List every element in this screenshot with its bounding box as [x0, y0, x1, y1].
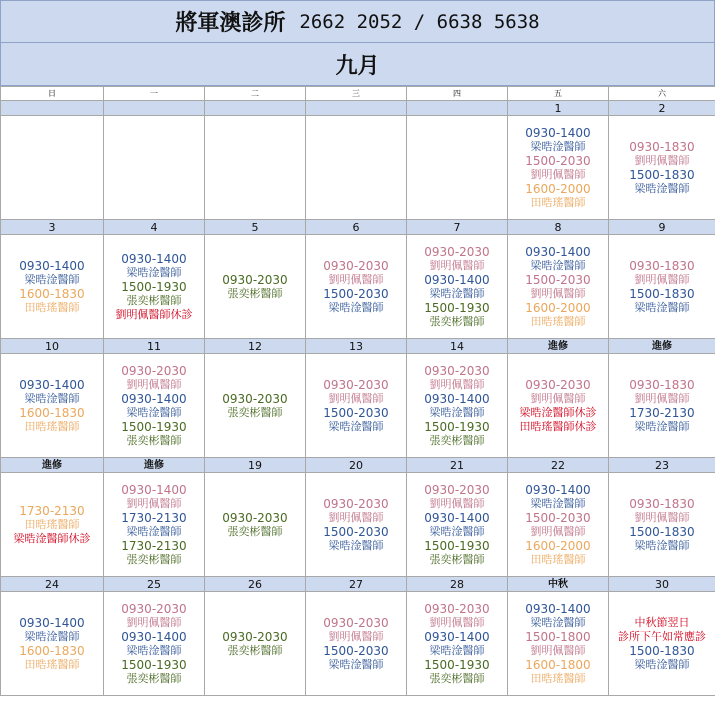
day-cell: [407, 592, 508, 696]
day-cell: [104, 354, 205, 458]
doctor-name: 張奕彬醫師: [429, 314, 485, 328]
shift-time: 1500-1830: [629, 643, 695, 658]
day-cell: [205, 473, 306, 577]
shift-time: 1500-1930: [121, 419, 187, 434]
day-label: 7: [407, 220, 508, 235]
day-cell: [609, 354, 715, 458]
doctor-name: 張奕彬醫師: [126, 433, 182, 447]
doctor-name: 田晧瑤醫師: [530, 314, 586, 328]
shift-time: 1500-1930: [424, 300, 490, 315]
doctor-name: 田晧瑤醫師: [530, 552, 586, 566]
doctor-name: 梁晧淦醫師: [126, 405, 182, 419]
doctor-name: 張奕彬醫師: [429, 671, 485, 685]
shift-time: 0930-1830: [629, 258, 695, 273]
day-label: 14: [407, 339, 508, 354]
doctor-name: 梁晧淦醫師: [429, 286, 485, 300]
shift-time: 1500-2030: [525, 510, 591, 525]
clinic-title-bar: [0, 0, 715, 43]
shift-time: 1600-1830: [19, 405, 85, 420]
day-label: 2: [609, 101, 715, 116]
month-title: 九月: [0, 43, 715, 86]
day-label: [306, 101, 407, 116]
shift-time: 0930-2030: [121, 363, 187, 378]
doctor-name: 田晧瑤醫師: [24, 517, 80, 531]
shift-time: 0930-1400: [424, 510, 490, 525]
day-label: 1: [508, 101, 609, 116]
day-label: [407, 101, 508, 116]
day-label: 中秋: [508, 577, 609, 592]
day-label: 進修: [104, 458, 205, 473]
doctor-name: 劉明佩醫師: [126, 496, 182, 510]
closure-note: 診所下午如常應診: [618, 629, 706, 643]
weekday-fri: 五: [508, 87, 609, 101]
closure-note: 梁晧淦醫師休診: [519, 405, 597, 419]
day-cell: [205, 592, 306, 696]
shift-time: 0930-2030: [222, 629, 288, 644]
day-label: 5: [205, 220, 306, 235]
doctor-name: 劉明佩醫師: [530, 524, 586, 538]
day-cell: [609, 592, 715, 696]
shift-time: 1600-1830: [19, 643, 85, 658]
day-label: 13: [306, 339, 407, 354]
doctor-name: 張奕彬醫師: [429, 552, 485, 566]
day-cell: [1, 473, 104, 577]
day-label: 28: [407, 577, 508, 592]
shift-time: 0930-2030: [424, 363, 490, 378]
shift-time: 1500-1930: [121, 279, 187, 294]
week-header-row: [1, 101, 715, 116]
day-cell: [1, 116, 104, 220]
day-label: 進修: [1, 458, 104, 473]
day-label: 27: [306, 577, 407, 592]
shift-time: 0930-2030: [424, 482, 490, 497]
doctor-name: 劉明佩醫師: [634, 510, 690, 524]
doctor-name: 劉明佩醫師: [126, 615, 182, 629]
weekday-sun: 日: [1, 87, 104, 101]
shift-time: 1600-2000: [525, 181, 591, 196]
day-cell: [407, 116, 508, 220]
day-label: 21: [407, 458, 508, 473]
doctor-name: 梁晧淦醫師: [634, 181, 690, 195]
shift-time: 0930-1400: [525, 601, 591, 616]
week-body-row: [1, 235, 715, 339]
weekday-tue: 二: [205, 87, 306, 101]
shift-time: 1500-1930: [424, 657, 490, 672]
doctor-name: 劉明佩醫師: [328, 272, 384, 286]
shift-time: 0930-2030: [424, 244, 490, 259]
day-cell: [104, 592, 205, 696]
doctor-name: 田晧瑤醫師: [24, 657, 80, 671]
doctor-name: 張奕彬醫師: [227, 643, 283, 657]
doctor-name: 梁晧淦醫師: [328, 300, 384, 314]
shift-time: 0930-2030: [323, 258, 389, 273]
doctor-name: 劉明佩醫師: [634, 272, 690, 286]
shift-time: 1500-1930: [424, 419, 490, 434]
doctor-name: 梁晧淦醫師: [126, 265, 182, 279]
day-cell: [407, 473, 508, 577]
closure-note: 田晧瑤醫師休診: [519, 419, 597, 433]
clinic-phones: 2662 2052 / 6638 5638: [299, 10, 540, 33]
day-cell: [104, 116, 205, 220]
day-label: 9: [609, 220, 715, 235]
doctor-name: 劉明佩醫師: [328, 391, 384, 405]
doctor-name: 劉明佩醫師: [530, 643, 586, 657]
doctor-name: 劉明佩醫師: [328, 629, 384, 643]
shift-time: 0930-2030: [323, 615, 389, 630]
doctor-name: 劉明佩醫師: [429, 377, 485, 391]
day-label: 25: [104, 577, 205, 592]
doctor-name: 張奕彬醫師: [126, 293, 182, 307]
day-label: 12: [205, 339, 306, 354]
shift-time: 1500-1830: [629, 286, 695, 301]
doctor-name: 張奕彬醫師: [227, 524, 283, 538]
shift-time: 1500-2030: [525, 153, 591, 168]
day-cell: [205, 354, 306, 458]
doctor-name: 劉明佩醫師: [429, 258, 485, 272]
week-header-row: [1, 577, 715, 592]
doctor-name: 劉明佩醫師: [429, 615, 485, 629]
doctor-name: 梁晧淦醫師: [126, 643, 182, 657]
day-cell: [508, 116, 609, 220]
day-cell: [508, 354, 609, 458]
day-label: 6: [306, 220, 407, 235]
doctor-name: 梁晧淦醫師: [24, 272, 80, 286]
shift-time: 0930-1400: [525, 125, 591, 140]
doctor-name: 梁晧淦醫師: [24, 391, 80, 405]
day-cell: [306, 235, 407, 339]
week-body-row: [1, 116, 715, 220]
day-cell: [508, 235, 609, 339]
doctor-name: 張奕彬醫師: [126, 552, 182, 566]
day-label: [205, 101, 306, 116]
doctor-name: 劉明佩醫師: [530, 167, 586, 181]
week-body-row: [1, 473, 715, 577]
doctor-name: 田晧瑤醫師: [24, 300, 80, 314]
day-cell: [1, 235, 104, 339]
day-cell: [306, 354, 407, 458]
weekday-thu: 四: [407, 87, 508, 101]
doctor-name: 梁晧淦醫師: [530, 139, 586, 153]
day-label: 3: [1, 220, 104, 235]
week-header-row: [1, 220, 715, 235]
day-cell: [104, 473, 205, 577]
day-cell: [407, 354, 508, 458]
shift-time: 0930-2030: [424, 601, 490, 616]
shift-time: 0930-1400: [525, 482, 591, 497]
closure-note: 劉明佩醫師休診: [115, 307, 193, 321]
shift-time: 0930-2030: [323, 496, 389, 511]
doctor-name: 劉明佩醫師: [634, 391, 690, 405]
day-label: 11: [104, 339, 205, 354]
shift-time: 1730-2130: [121, 538, 187, 553]
doctor-name: 梁晧淦醫師: [24, 629, 80, 643]
day-cell: [508, 592, 609, 696]
day-label: 進修: [508, 339, 609, 354]
weekday-wed: 三: [306, 87, 407, 101]
day-label: 19: [205, 458, 306, 473]
shift-time: 1500-1800: [525, 629, 591, 644]
day-cell: [205, 116, 306, 220]
shift-time: 1730-2130: [121, 510, 187, 525]
shift-time: 0930-1400: [121, 629, 187, 644]
week-header-row: [1, 339, 715, 354]
shift-time: 0930-1830: [629, 139, 695, 154]
shift-time: 1500-2030: [323, 643, 389, 658]
day-cell: [306, 473, 407, 577]
day-cell: [609, 116, 715, 220]
shift-time: 0930-1400: [424, 391, 490, 406]
day-label: 26: [205, 577, 306, 592]
doctor-name: 劉明佩醫師: [126, 377, 182, 391]
shift-time: 1600-1830: [19, 286, 85, 301]
shift-time: 0930-1400: [19, 615, 85, 630]
day-label: 30: [609, 577, 715, 592]
doctor-name: 劉明佩醫師: [429, 496, 485, 510]
calendar-table: [0, 86, 715, 696]
doctor-name: 梁晧淦醫師: [328, 657, 384, 671]
doctor-name: 劉明佩醫師: [530, 286, 586, 300]
doctor-name: 梁晧淦醫師: [328, 419, 384, 433]
week-body-row: [1, 354, 715, 458]
doctor-name: 梁晧淦醫師: [634, 657, 690, 671]
day-label: 22: [508, 458, 609, 473]
day-label: [104, 101, 205, 116]
closure-note: 梁晧淦醫師休診: [13, 531, 91, 545]
weekday-sat: 六: [609, 87, 715, 101]
clinic-name: 將軍澳診所: [175, 11, 286, 36]
doctor-name: 梁晧淦醫師: [530, 496, 586, 510]
week-body-row: [1, 592, 715, 696]
day-label: 4: [104, 220, 205, 235]
doctor-name: 梁晧淦醫師: [429, 643, 485, 657]
shift-time: 0930-1400: [121, 482, 187, 497]
day-label: [1, 101, 104, 116]
shift-time: 0930-2030: [121, 601, 187, 616]
doctor-name: 梁晧淦醫師: [634, 538, 690, 552]
doctor-name: 梁晧淦醫師: [328, 538, 384, 552]
doctor-name: 梁晧淦醫師: [126, 524, 182, 538]
doctor-name: 張奕彬醫師: [227, 405, 283, 419]
day-label: 10: [1, 339, 104, 354]
doctor-name: 梁晧淦醫師: [429, 524, 485, 538]
shift-time: 1500-2030: [323, 286, 389, 301]
shift-time: 1730-2130: [19, 503, 85, 518]
doctor-name: 張奕彬醫師: [429, 433, 485, 447]
shift-time: 0930-1400: [424, 629, 490, 644]
closure-note: 中秋節翌日: [634, 615, 690, 629]
shift-time: 1500-2030: [323, 524, 389, 539]
day-cell: [1, 354, 104, 458]
day-label: 23: [609, 458, 715, 473]
shift-time: 0930-2030: [222, 510, 288, 525]
doctor-name: 梁晧淦醫師: [634, 300, 690, 314]
shift-time: 0930-2030: [525, 377, 591, 392]
shift-time: 1500-1930: [424, 538, 490, 553]
day-cell: [407, 235, 508, 339]
day-cell: [609, 473, 715, 577]
shift-time: 1600-1800: [525, 657, 591, 672]
shift-time: 0930-1400: [424, 272, 490, 287]
shift-time: 0930-2030: [222, 391, 288, 406]
shift-time: 0930-2030: [323, 377, 389, 392]
doctor-name: 田晧瑤醫師: [24, 419, 80, 433]
weekday-mon: 一: [104, 87, 205, 101]
day-label: 8: [508, 220, 609, 235]
day-cell: [306, 116, 407, 220]
day-cell: [205, 235, 306, 339]
day-cell: [104, 235, 205, 339]
day-label: 20: [306, 458, 407, 473]
day-cell: [609, 235, 715, 339]
shift-time: 1730-2130: [629, 405, 695, 420]
doctor-name: 劉明佩醫師: [634, 153, 690, 167]
shift-time: 1500-1830: [629, 167, 695, 182]
shift-time: 0930-1400: [121, 391, 187, 406]
shift-time: 0930-2030: [222, 272, 288, 287]
shift-time: 0930-1830: [629, 377, 695, 392]
week-header-row: [1, 458, 715, 473]
doctor-name: 田晧瑤醫師: [530, 671, 586, 685]
shift-time: 0930-1830: [629, 496, 695, 511]
shift-time: 1500-2030: [323, 405, 389, 420]
doctor-name: 梁晧淦醫師: [429, 405, 485, 419]
shift-time: 0930-1400: [19, 258, 85, 273]
shift-time: 0930-1400: [525, 244, 591, 259]
doctor-name: 梁晧淦醫師: [530, 615, 586, 629]
day-cell: [306, 592, 407, 696]
doctor-name: 田晧瑤醫師: [530, 195, 586, 209]
doctor-name: 劉明佩醫師: [530, 391, 586, 405]
shift-time: 1500-1830: [629, 524, 695, 539]
doctor-name: 張奕彬醫師: [126, 671, 182, 685]
day-label: 24: [1, 577, 104, 592]
day-label: 進修: [609, 339, 715, 354]
day-cell: [1, 592, 104, 696]
shift-time: 1500-1930: [121, 657, 187, 672]
shift-time: 1600-2000: [525, 300, 591, 315]
shift-time: 1600-2000: [525, 538, 591, 553]
weekday-row: [1, 87, 715, 101]
shift-time: 0930-1400: [19, 377, 85, 392]
doctor-name: 張奕彬醫師: [227, 286, 283, 300]
doctor-name: 梁晧淦醫師: [634, 419, 690, 433]
shift-time: 1500-2030: [525, 272, 591, 287]
doctor-name: 梁晧淦醫師: [530, 258, 586, 272]
shift-time: 0930-1400: [121, 251, 187, 266]
day-cell: [508, 473, 609, 577]
doctor-name: 劉明佩醫師: [328, 510, 384, 524]
